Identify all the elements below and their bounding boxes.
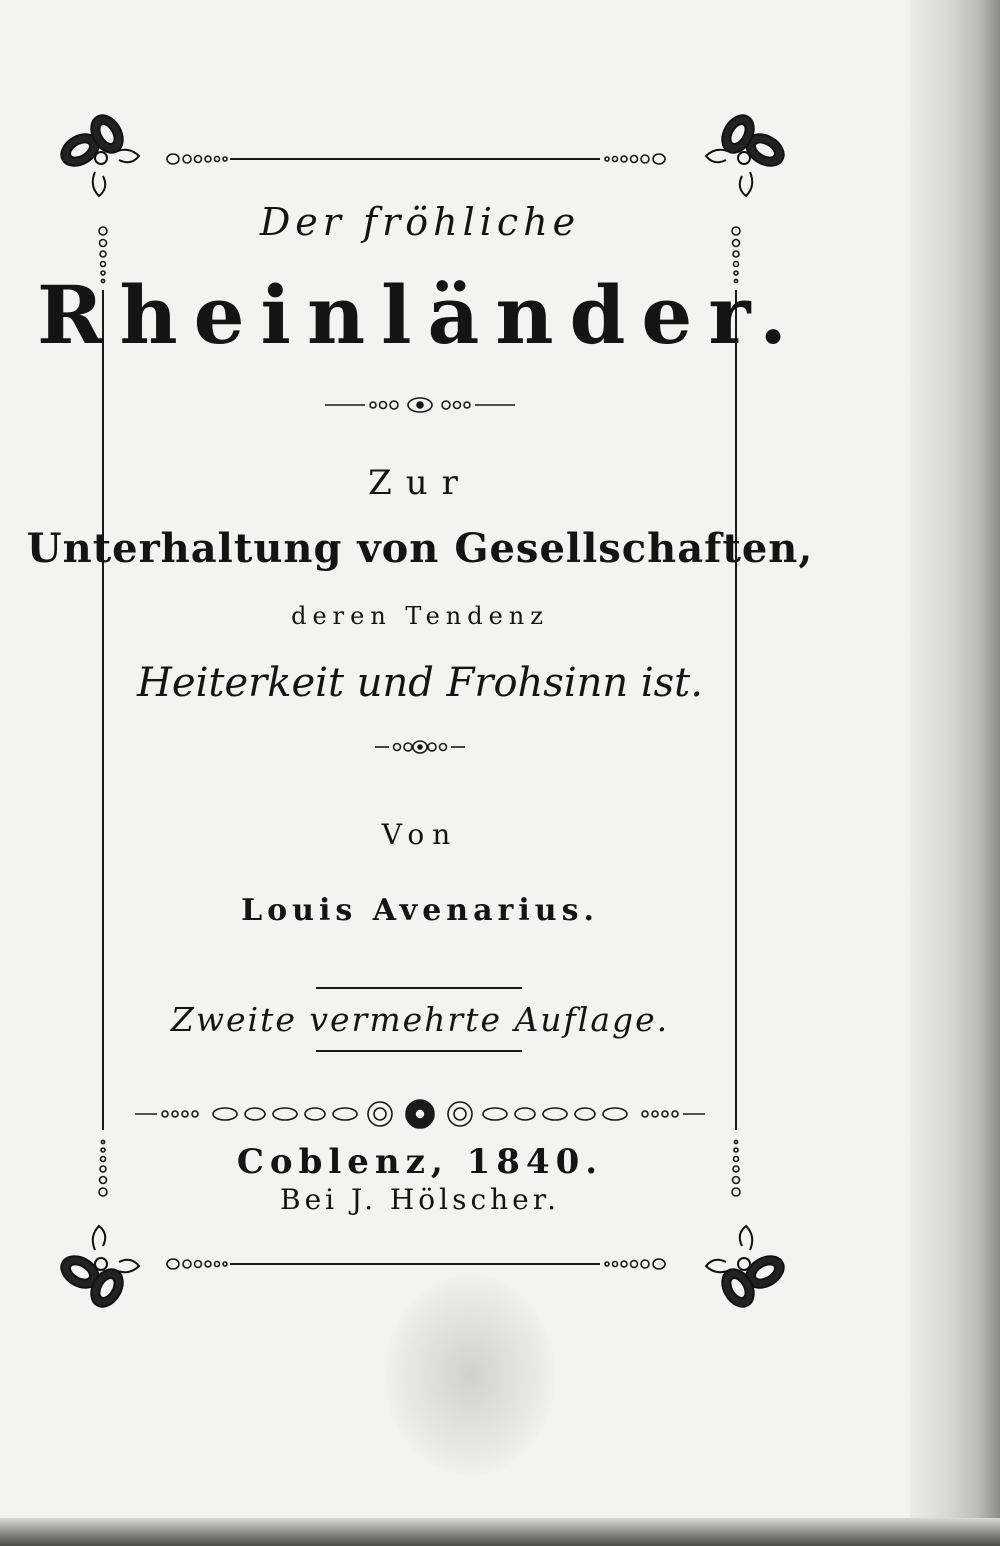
frame-bottom-right-chain-ornament (597, 1255, 667, 1273)
subtitle-heiterkeit: Heiterkeit und Frohsinn ist. (137, 660, 703, 706)
corner-ornament-top-right (700, 112, 790, 202)
bottom-edge-shadow (0, 1518, 1000, 1546)
frame-top-left-chain-ornament (165, 150, 235, 168)
imprint-place-year: Coblenz, 1840. (236, 1142, 604, 1182)
divider-ornament-3 (135, 1097, 705, 1131)
frame-bottom-left-chain-ornament (165, 1255, 235, 1273)
frame-top-right-chain-ornament (597, 150, 667, 168)
edition-rule-top (316, 987, 522, 989)
frame-bottom-line (230, 1263, 600, 1265)
title-line-1: Der fröhliche (259, 200, 581, 244)
divider-ornament-2 (375, 737, 465, 757)
divider-ornament-1 (325, 394, 515, 416)
edition-label: Zweite vermehrte Auflage. (170, 1000, 670, 1039)
subtitle-zur: Zur (368, 463, 472, 503)
subtitle-line: Unterhaltung von Gesellschaften, (26, 525, 814, 572)
corner-ornament-top-left (55, 112, 145, 202)
paper-stain (385, 1275, 555, 1475)
author-name: Louis Avenarius. (241, 893, 599, 928)
corner-ornament-bottom-left (55, 1220, 145, 1310)
frame-top-line (230, 158, 600, 160)
subtitle-deren-tendenz: deren Tendenz (291, 602, 549, 630)
corner-ornament-bottom-right (700, 1220, 790, 1310)
main-title: Rheinländer. (37, 268, 803, 362)
edition-rule-bottom (316, 1050, 522, 1052)
page-edge-shadow (910, 0, 1000, 1546)
von-label: Von (381, 818, 459, 851)
imprint-publisher: Bei J. Hölscher. (280, 1183, 560, 1216)
